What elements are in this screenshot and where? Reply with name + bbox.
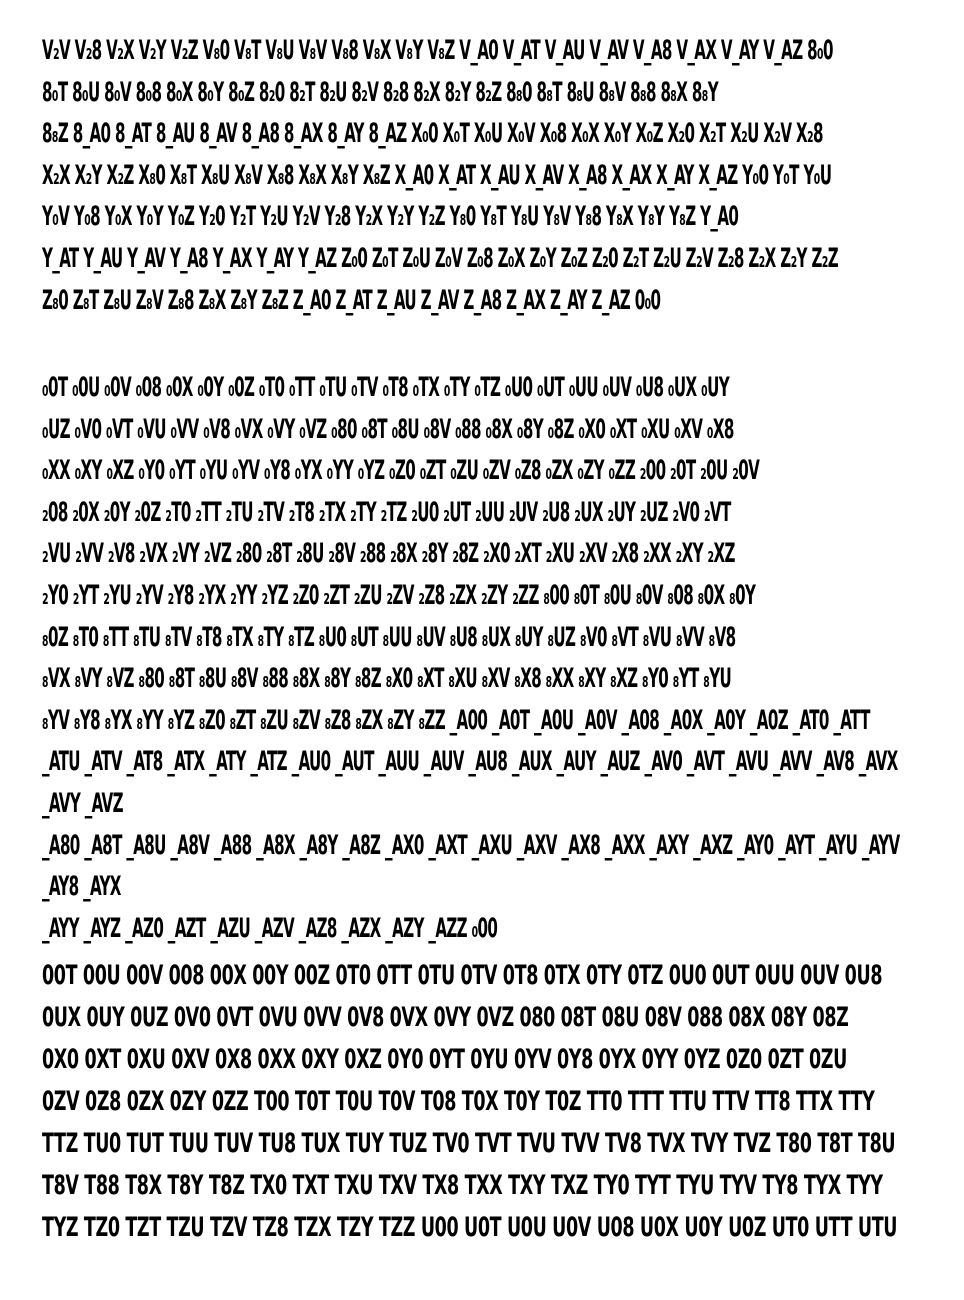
text-line: TYZ TZ0 TZT TZU TZV TZ8 TZX TZY TZZ U00 U0T U0U U0V U08 U0X U0Y U0Z UT0 UTT UTU: [42, 1212, 898, 1243]
text-line: ₈VX ₈VY ₈VZ ₈80 ₈8T ₈8U ₈8V ₈88 ₈8X ₈8Y ₈8Z ₈X0 ₈XT ₈XU ₈XV ₈X8 ₈XX ₈XY ₈XZ ₈Y0 ₈YT ₈YU: [42, 663, 732, 695]
text-line: 8₈Z 8_A0 8_AT 8_AU 8_AV 8_A8 8_AX 8_AY 8_AZ X₀0 X₀T X₀U X₀V X₀8 X₀X X₀Y X₀Z X₂0 X₂T X₂U X₂V X₂8: [42, 118, 823, 150]
text-line: Y_AT Y_AU Y_AV Y_A8 Y_AX Y_AY Y_AZ Z₀0 Z₀T Z₀U Z₀V Z₀8 Z₀X Z₀Y Z₀Z Z₂0 Z₂T Z₂U Z₂V Z₂8 Z₂X Z₂Y Z₂Z: [42, 242, 839, 274]
text-line: Y₀V Y₀8 Y₀X Y₀Y Y₀Z Y₂0 Y₂T Y₂U Y₂V Y₂8 Y₂X Y₂Y Y₂Z Y₈0 Y₈T Y₈U Y₈V Y₈8 Y₈X Y₈Y Y₈Z Y_A0: [42, 201, 739, 233]
text-line: _A80 _A8T _A8U _A8V _A88 _A8X _A8Y _A8Z _AX0 _AXT _AXU _AXV _AX8 _AXX _AXY _AXZ _AY0 _AYT _AYU _AYV _AY8 _AYX: [42, 829, 905, 903]
text-line: 0UX 0UY 0UZ 0V0 0VT 0VU 0VV 0V8 0VX 0VY 0VZ 080 08T 08U 08V 088 08X 08Y 08Z: [42, 1002, 849, 1033]
text-line: 0X0 0XT 0XU 0XV 0X8 0XX 0XY 0XZ 0Y0 0YT 0YU 0YV 0Y8 0YX 0YY 0YZ 0Z0 0ZT 0ZU: [42, 1044, 847, 1075]
text-line: _ATU _ATV _AT8 _ATX _ATY _ATZ _AU0 _AUT _AUU _AUV _AU8 _AUX _AUY _AUZ _AV0 _AVT _AVU _AVV _AV8 _AVX _AVY _AVZ: [42, 746, 903, 819]
text-line: ₈YV ₈Y8 ₈YX ₈YY ₈YZ ₈Z0 ₈ZT ₈ZU ₈ZV ₈Z8 ₈ZX ₈ZY ₈ZZ _A00 _A0T _A0U _A0V _A08 _A0X _A0Y _A0Z _AT0 _ATT: [42, 704, 870, 736]
text-line: 0ZV 0Z8 0ZX 0ZY 0ZZ T00 T0T T0U T0V T08 T0X T0Y T0Z TT0 TTT TTU TTV TT8 TTX TTY: [42, 1086, 875, 1117]
text-line: ₂VU ₂VV ₂V8 ₂VX ₂VY ₂VZ ₂80 ₂8T ₂8U ₂8V ₂88 ₂8X ₂8Y ₂8Z ₂X0 ₂XT ₂XU ₂XV ₂X8 ₂XX ₂XY ₂XZ: [42, 538, 735, 570]
text-line: Z₈0 Z₈T Z₈U Z₈V Z₈8 Z₈X Z₈Y Z₈Z Z_A0 Z_AT Z_AU Z_AV Z_A8 Z_AX Z_AY Z_AZ 0₀0: [42, 284, 661, 316]
text-line: T8V T88 T8X T8Y T8Z TX0 TXT TXU TXV TX8 TXX TXY TXZ TY0 TYT TYU TYV TY8 TYX TYY: [42, 1170, 883, 1201]
text-line: ₈0Z ₈T0 ₈TT ₈TU ₈TV ₈T8 ₈TX ₈TY ₈TZ ₈U0 ₈UT ₈UU ₈UV ₈U8 ₈UX ₈UY ₈UZ ₈V0 ₈VT ₈VU ₈VV ₈V8: [42, 621, 736, 653]
text-line: ₀XX ₀XY ₀XZ ₀Y0 ₀YT ₀YU ₀YV ₀Y8 ₀YX ₀YY ₀YZ ₀Z0 ₀ZT ₀ZU ₀ZV ₀Z8 ₀ZX ₀ZY ₀ZZ ₂00 ₂0T ₂0U ₂0V: [42, 455, 760, 487]
text-line: _AYY _AYZ _AZ0 _AZT _AZU _AZV _AZ8 _AZX _AZY _AZZ ₀00: [42, 912, 498, 944]
paragraph-3: [42, 955, 938, 1249]
paragraph-1: [42, 30, 935, 321]
text-line: ₂Y0 ₂YT ₂YU ₂YV ₂Y8 ₂YX ₂YY ₂YZ ₂Z0 ₂ZT ₂ZU ₂ZV ₂Z8 ₂ZX ₂ZY ₂ZZ ₈00 ₈0T ₈0U ₈0V ₈08 ₈0X ₈0Y: [42, 579, 756, 611]
text-line: X₂X X₂Y X₂Z X₈0 X₈T X₈U X₈V X₈8 X₈X X₈Y X₈Z X_A0 X_AT X_AU X_AV X_A8 X_AX X_AY X_AZ Y₀0 Y₀T Y₀U: [42, 159, 832, 191]
text-line: ₀0T ₀0U ₀0V ₀08 ₀0X ₀0Y ₀0Z ₀T0 ₀TT ₀TU ₀TV ₀T8 ₀TX ₀TY ₀TZ ₀U0 ₀UT ₀UU ₀UV ₀U8 ₀UX ₀UY: [42, 372, 730, 403]
text-line: TTZ TU0 TUT TUU TUV TU8 TUX TUY TUZ TV0 TVT TVU TVV TV8 TVX TVY TVZ T80 T8T T8U: [42, 1128, 896, 1159]
text-line: ₂08 ₂0X ₂0Y ₂0Z ₂T0 ₂TT ₂TU ₂TV ₂T8 ₂TX ₂TY ₂TZ ₂U0 ₂UT ₂UU ₂UV ₂U8 ₂UX ₂UY ₂UZ ₂V0 ₂VT: [42, 496, 731, 528]
text-line: V₂V V₂8 V₂X V₂Y V₂Z V₈0 V₈T V₈U V₈V V₈8 V₈X V₈Y V₈Z V_A0 V_AT V_AU V_AV V_A8 V_AX V_AY V_AZ 8₀0: [42, 35, 833, 66]
text-line: 8₀T 8₀U 8₀V 8₀8 8₀X 8₀Y 8₀Z 8₂0 8₂T 8₂U 8₂V 8₂8 8₂X 8₂Y 8₂Z 8₈0 8₈T 8₈U 8₈V 8₈8 8₈X 8₈Y: [42, 76, 719, 108]
paragraph-2: [42, 367, 935, 949]
text-line: ₀UZ ₀V0 ₀VT ₀VU ₀VV ₀V8 ₀VX ₀VY ₀VZ ₀80 ₀8T ₀8U ₀8V ₀88 ₀8X ₀8Y ₀8Z ₀X0 ₀XT ₀XU ₀XV ₀X8: [42, 413, 734, 445]
text-line: 00T 00U 00V 008 00X 00Y 00Z 0T0 0TT 0TU 0TV 0T8 0TX 0TY 0TZ 0U0 0UT 0UU 0UV 0U8: [42, 960, 883, 991]
